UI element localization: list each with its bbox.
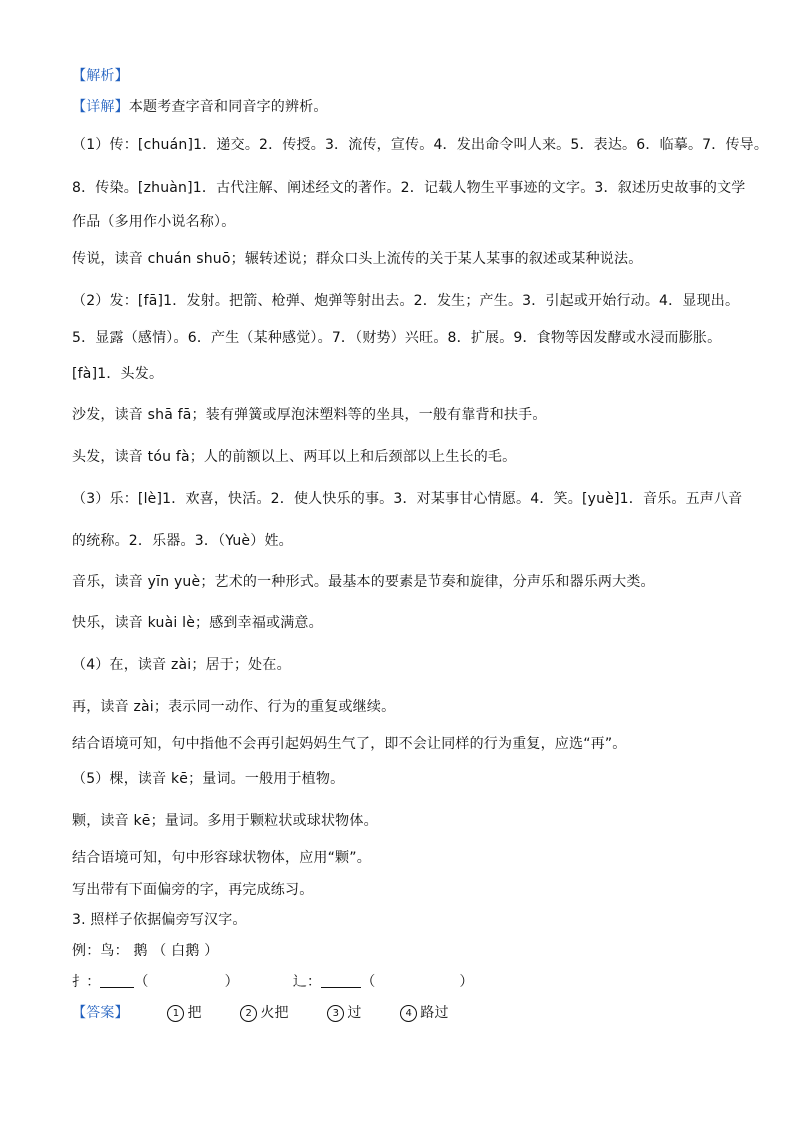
text-line: [fà]1．头发。: [72, 366, 164, 382]
text-line: （1）传：[chuán]1．递交。2．传授。3．流传，宣传。4．发出命令叫人来。5．表达。6．临摹。7．传导。: [72, 137, 769, 153]
text-line: （4）在，读音 zài；居于；处在。: [72, 657, 291, 673]
option-text: 火把: [260, 1005, 289, 1021]
option-text: 路过: [420, 1005, 449, 1021]
text-line: 作品（多用作小说名称）。: [72, 214, 236, 230]
paren-close-2: ）: [459, 974, 474, 990]
text-line: 写出带有下面偏旁的字，再完成练习。: [72, 882, 314, 898]
text-line: 传说，读音 chuán shuō；辗转述说；群众口头上流传的关于某人某事的叙述或某种说法。: [72, 251, 643, 267]
text-line: 沙发，读音 shā fā；装有弹簧或厚泡沫塑料等的坐具，一般有靠背和扶手。: [72, 407, 547, 423]
option-number: 2: [240, 1005, 257, 1022]
answer-option-3: [327, 1005, 361, 1021]
xiangjie-tag: 【详解】: [72, 99, 129, 115]
blank-2[interactable]: [321, 975, 361, 988]
paren-open-1: （: [134, 974, 149, 990]
xiangjie-line: [72, 98, 328, 116]
option-number: 1: [167, 1005, 184, 1022]
text-line: （2）发：[fā]1．发射。把箭、枪弹、炮弹等射出去。2．发生；产生。3．引起或开始行动。4．显现出。: [72, 293, 740, 309]
text-line: 颗，读音 kē；量词。多用于颗粒状或球状物体。: [72, 813, 378, 829]
option-text: 过: [347, 1005, 362, 1021]
answer-tag: 【答案】: [72, 1005, 129, 1021]
paren-close-1: ）: [224, 974, 239, 990]
text-line: 结合语境可知，句中形容球状物体，应用“颗”。: [72, 850, 371, 866]
text-line: 的统称。2．乐器。3．（Yuè）姓。: [72, 533, 293, 549]
answer-option-4: [400, 1005, 448, 1021]
fill-blank-line: [72, 973, 474, 991]
text-line: 5．显露（感情）。6．产生（某种感觉）。7．（财势）兴旺。8．扩展。9．食物等因发酵或水浸而膨胀。: [72, 330, 722, 346]
answer-option-1: [167, 1005, 201, 1021]
text-line: 结合语境可知，句中指他不会再引起妈妈生气了，即不会让同样的行为重复，应选“再”。: [72, 736, 627, 752]
paren-open-2: （: [361, 974, 376, 990]
blank-1[interactable]: [100, 975, 134, 988]
xiangjie-text: 本题考查字音和同音字的辨析。: [128, 99, 328, 115]
text-line: 8．传染。[zhuàn]1．古代注解、阐述经文的著作。2．记载人物生平事迹的文字。3．叙述历史故事的文学: [72, 180, 746, 196]
example-line: 例：鸟： 鹅 （ 白鹅 ）: [72, 943, 219, 959]
text-line: 音乐，读音 yīn yuè；艺术的一种形式。最基本的要素是节奏和旋律，分声乐和器乐两大类。: [72, 574, 655, 590]
option-number: 3: [327, 1005, 344, 1022]
option-number: 4: [400, 1005, 417, 1022]
text-line: （5）棵，读音 kē；量词。一般用于植物。: [72, 771, 345, 787]
radical-shou: 扌：: [72, 974, 101, 990]
question-title: 3. 照样子依据偏旁写汉字。: [72, 912, 247, 928]
text-line: 快乐，读音 kuài lè；感到幸福或满意。: [72, 615, 323, 631]
text-line: （3）乐：[lè]1．欢喜，快活。2．使人快乐的事。3．对某事甘心情愿。4．笑。[yuè]1．音乐。五声八音: [72, 491, 743, 507]
radical-zou: 辶：: [292, 974, 322, 990]
text-line: 头发，读音 tóu fà；人的前额以上、两耳以上和后颈部以上生长的毛。: [72, 449, 517, 465]
text-line: 再，读音 zài；表示同一动作、行为的重复或继续。: [72, 699, 396, 715]
jiexi-heading: 【解析】: [72, 68, 129, 84]
answer-line: [72, 1004, 449, 1022]
option-text: 把: [187, 1005, 202, 1021]
answer-option-2: [240, 1005, 288, 1021]
